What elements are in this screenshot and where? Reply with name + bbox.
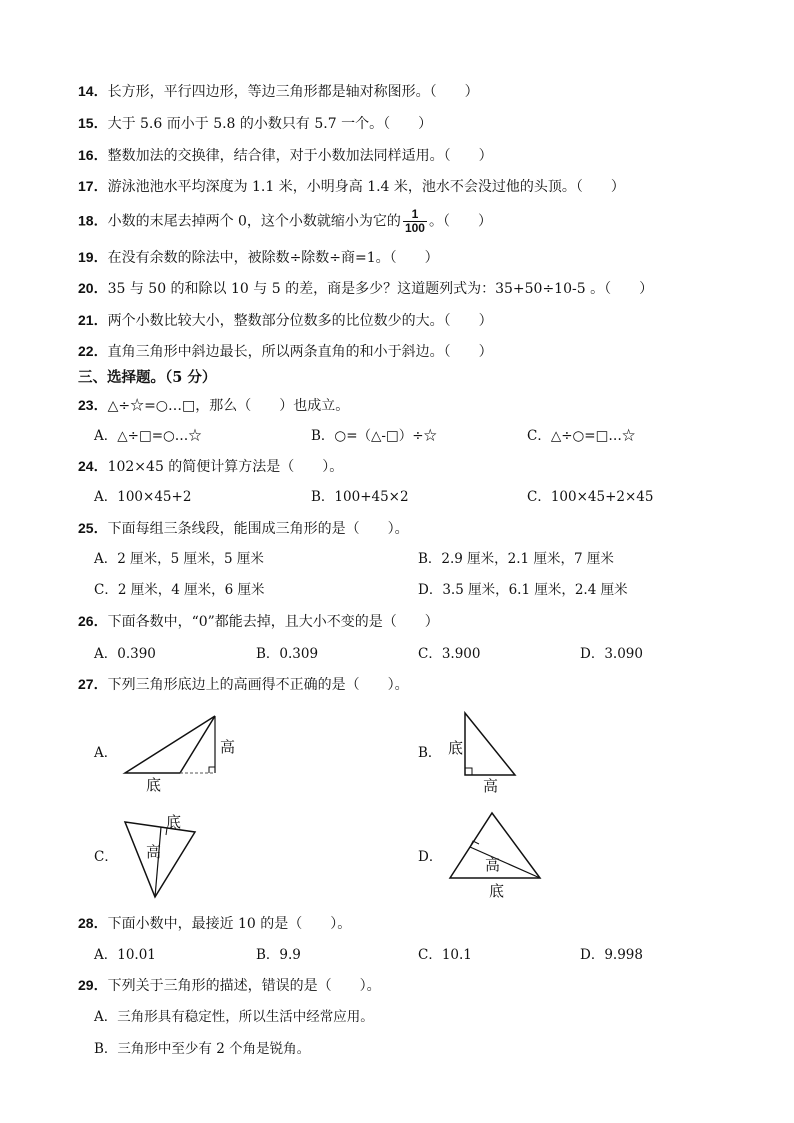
question-text: 大于 5.6 而小于 5.8 的小数只有 5.7 一个。（ ） — [107, 116, 433, 132]
question-number: 28． — [78, 915, 108, 931]
question-number: 19． — [78, 249, 108, 265]
question-27 — [78, 675, 409, 694]
question-text: 下列三角形底边上的高画得不正确的是（ ）。 — [107, 677, 409, 693]
question-text: 两个小数比较大小，整数部分位数多的比位数少的大。（ ） — [107, 313, 493, 329]
option-a[interactable]: A．0.390 — [94, 646, 156, 662]
question-20 — [78, 279, 653, 298]
question-number: 15． — [78, 115, 108, 131]
question-number: 27． — [78, 676, 108, 692]
question-text: 在没有余数的除法中，被除数÷除数÷商=1。（ ） — [107, 250, 439, 266]
base-label: 底 — [448, 739, 464, 757]
option-b[interactable]: B．0.309 — [256, 646, 319, 662]
base-label: 底 — [489, 882, 505, 900]
option-d[interactable]: D．9.998 — [580, 947, 643, 963]
option-a[interactable]: A．10.01 — [94, 947, 156, 963]
question-22 — [78, 342, 493, 361]
fraction-numerator: 1 — [403, 208, 427, 222]
question-number: 22． — [78, 343, 108, 359]
question-number: 18． — [78, 212, 108, 229]
option-c[interactable]: C．10.1 — [418, 947, 472, 963]
question-21 — [78, 311, 493, 330]
triangle-outline — [465, 713, 515, 775]
triangle-figure-c — [118, 810, 203, 902]
option-d[interactable]: D． — [418, 849, 443, 865]
option-a[interactable]: A．2 厘米，5 厘米，5 厘米 — [94, 551, 264, 567]
option-d[interactable]: D．3.5 厘米，6.1 厘米，2.4 厘米 — [418, 582, 628, 598]
triangle-figure-d — [445, 808, 545, 903]
question-number: 20． — [78, 280, 108, 296]
question-text: 小数的末尾去掉两个 0，这个小数就缩小为它的 — [107, 213, 401, 230]
triangle-outline — [125, 716, 215, 773]
question-18 — [78, 208, 492, 235]
question-text: 整数加法的交换律，结合律，对于小数加法同样适用。（ ） — [107, 148, 493, 164]
question-number: 24． — [78, 458, 108, 474]
option-a[interactable]: A．△÷□=○…☆ — [94, 428, 202, 444]
question-text: 下面各数中，“0”都能去掉，且大小不变的是（ ） — [107, 614, 439, 630]
fraction-denominator: 100 — [404, 221, 425, 235]
question-number: 26． — [78, 613, 108, 629]
question-text-after: 。（ ） — [428, 213, 492, 230]
question-number: 25． — [78, 520, 108, 536]
question-number: 16． — [78, 147, 108, 163]
question-number: 17． — [78, 178, 108, 194]
question-24 — [78, 457, 343, 476]
triangle-figure-b — [440, 705, 530, 800]
height-line — [155, 827, 161, 897]
question-23 — [78, 396, 349, 415]
option-b[interactable]: B．三角形中至少有 2 个角是锐角。 — [94, 1041, 311, 1057]
question-text: △÷☆=○…□，那么（ ）也成立。 — [107, 398, 350, 414]
question-number: 21． — [78, 312, 108, 328]
question-28 — [78, 914, 351, 933]
height-label: 高 — [485, 856, 501, 874]
question-text: 35 与 50 的和除以 10 与 5 的差，商是多少？这道题列式为：35+50÷10-5 。（ ） — [107, 281, 654, 297]
question-17 — [78, 177, 625, 196]
option-b[interactable]: B． — [418, 745, 442, 761]
question-29 — [78, 976, 381, 995]
option-b[interactable]: B．2.9 厘米，2.1 厘米，7 厘米 — [418, 551, 614, 567]
question-text: 102×45 的简便计算方法是（ ）。 — [107, 459, 344, 475]
question-16 — [78, 146, 493, 165]
option-a[interactable]: A． — [94, 745, 118, 761]
option-c[interactable]: C．2 厘米，4 厘米，6 厘米 — [94, 582, 265, 598]
height-label: 高 — [483, 777, 499, 795]
question-text: 长方形，平行四边形，等边三角形都是轴对称图形。（ ） — [107, 84, 479, 100]
option-d[interactable]: D．3.090 — [580, 646, 643, 662]
question-text: 下列关于三角形的描述，错误的是（ ）。 — [107, 978, 381, 994]
question-15 — [78, 114, 432, 133]
triangle-figure-a — [115, 710, 255, 795]
question-text: 游泳池池水平均深度为 1.1 米，小明身高 1.4 米，池水不会没过他的头顶。（ ） — [107, 179, 625, 195]
option-c[interactable]: C．100×45+2×45 — [527, 489, 654, 505]
height-line — [470, 847, 540, 878]
question-25 — [78, 519, 409, 538]
option-b[interactable]: B．9.9 — [256, 947, 301, 963]
option-c[interactable]: C． — [94, 849, 118, 865]
height-label: 高 — [220, 738, 236, 756]
option-b[interactable]: B．○=（△-□）÷☆ — [311, 428, 438, 444]
height-label: 高 — [146, 843, 162, 861]
question-text: 直角三角形中斜边最长，所以两条直角的和小于斜边。（ ） — [107, 344, 493, 360]
question-text: 下面每组三条线段，能围成三角形的是（ ）。 — [107, 521, 409, 537]
option-c[interactable]: C．3.900 — [418, 646, 481, 662]
fraction — [403, 208, 427, 235]
question-number: 14． — [78, 83, 108, 99]
right-angle-mark — [209, 767, 215, 773]
base-label: 底 — [166, 813, 182, 831]
option-c[interactable]: C．△÷○=□…☆ — [527, 428, 636, 444]
question-text: 下面小数中，最接近 10 的是（ ）。 — [107, 916, 352, 932]
question-number: 29． — [78, 977, 108, 993]
section-title: 三、选择题。（5 分） — [78, 369, 217, 386]
base-label: 底 — [146, 776, 162, 794]
option-a[interactable]: A．100×45+2 — [94, 489, 192, 505]
right-angle-mark — [465, 768, 472, 775]
question-14 — [78, 82, 479, 101]
option-b[interactable]: B．100+45×2 — [311, 489, 409, 505]
question-26 — [78, 612, 439, 631]
option-a[interactable]: A．三角形具有稳定性，所以生活中经常应用。 — [94, 1009, 374, 1025]
question-number: 23． — [78, 397, 108, 413]
question-19 — [78, 248, 439, 267]
